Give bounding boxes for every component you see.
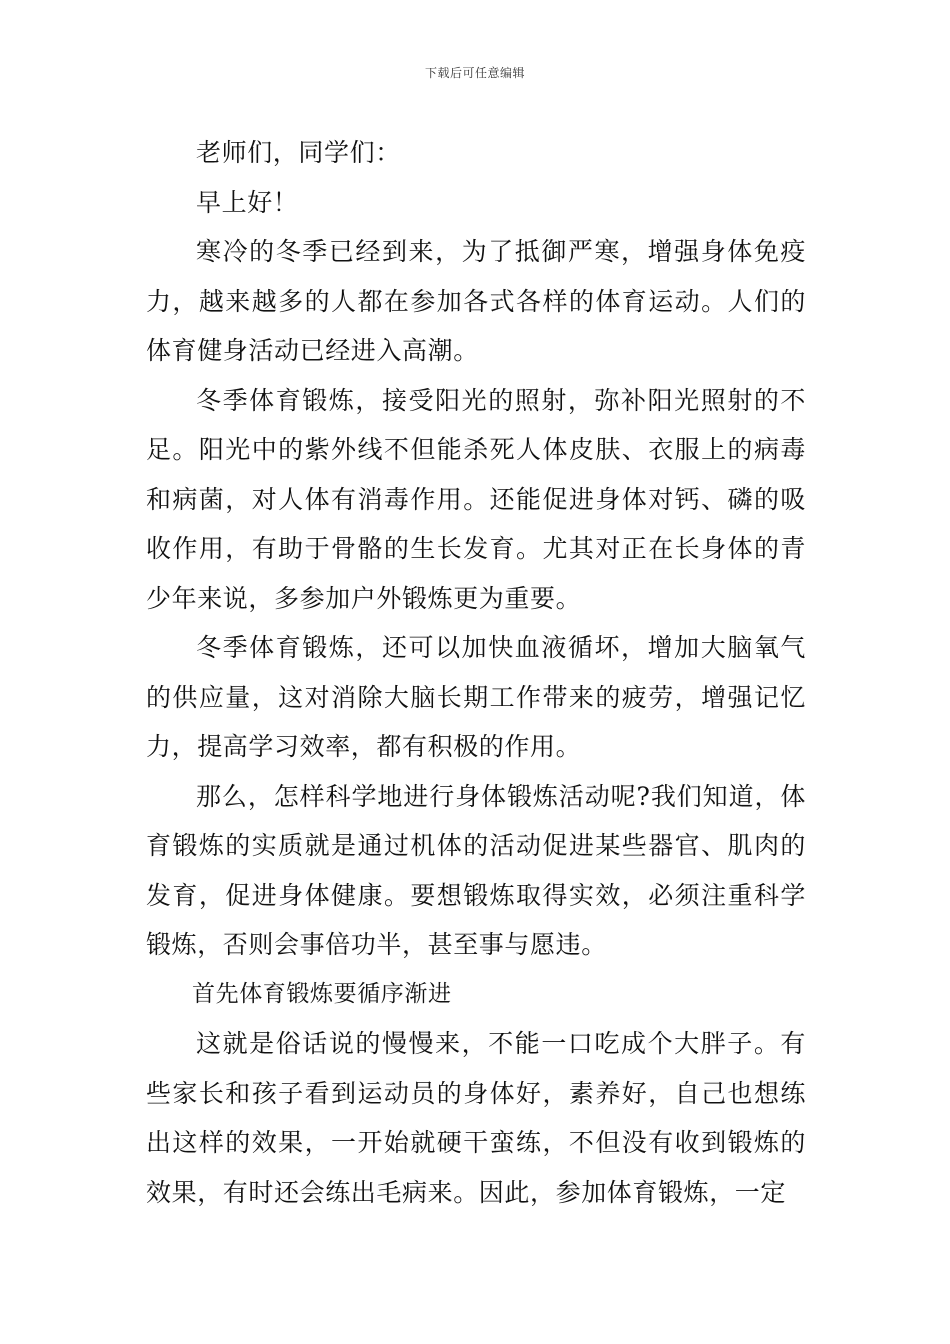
document-body: [146, 128, 806, 1217]
paragraph: 这就是俗话说的慢慢来，不能一口吃成个大胖子。有些家长和孩子看到运动员的身体好，素养好，自己也想练出这样的效果，一开始就硬干蛮练，不但没有收到锻炼的效果，有时还会练出毛病来。因此，参加体育锻炼，一定: [146, 1029, 806, 1207]
section-heading: 首先体育锻炼要循序渐进: [192, 980, 452, 1007]
greeting: 早上好！: [196, 187, 299, 217]
paragraph: 冬季体育锻炼，还可以加快血液循坏，增加大脑氧气的供应量，这对消除大脑长期工作带来的疲劳，增强记忆力，提高学习效率，都有积极的作用。: [146, 633, 806, 761]
paragraph: 寒冷的冬季已经到来，为了抵御严寒，增强身体免疫力，越来越多的人都在参加各式各样的体育运动。人们的体育健身活动已经进入高潮。: [146, 237, 806, 365]
paragraph: 那么，怎样科学地进行身体锻炼活动呢?我们知道，体育锻炼的实质就是通过机体的活动促进某些器官、肌肉的发育，促进身体健康。要想锻炼取得实效，必须注重科学锻炼，否则会事倍功半，甚至事与愿违。: [146, 781, 806, 959]
header-note: 下载后可任意编辑: [424, 66, 525, 80]
paragraph: 冬季体育锻炼，接受阳光的照射，弥补阳光照射的不足。阳光中的紫外线不但能杀死人体皮肤、衣服上的病毒和病菌，对人体有消毒作用。还能促进身体对钙、磷的吸收作用，有助于骨骼的生长发育。尤其对正在长身体的青少年来说，多参加户外锻炼更为重要。: [146, 385, 806, 613]
salutation: 老师们，同学们：: [196, 138, 401, 167]
